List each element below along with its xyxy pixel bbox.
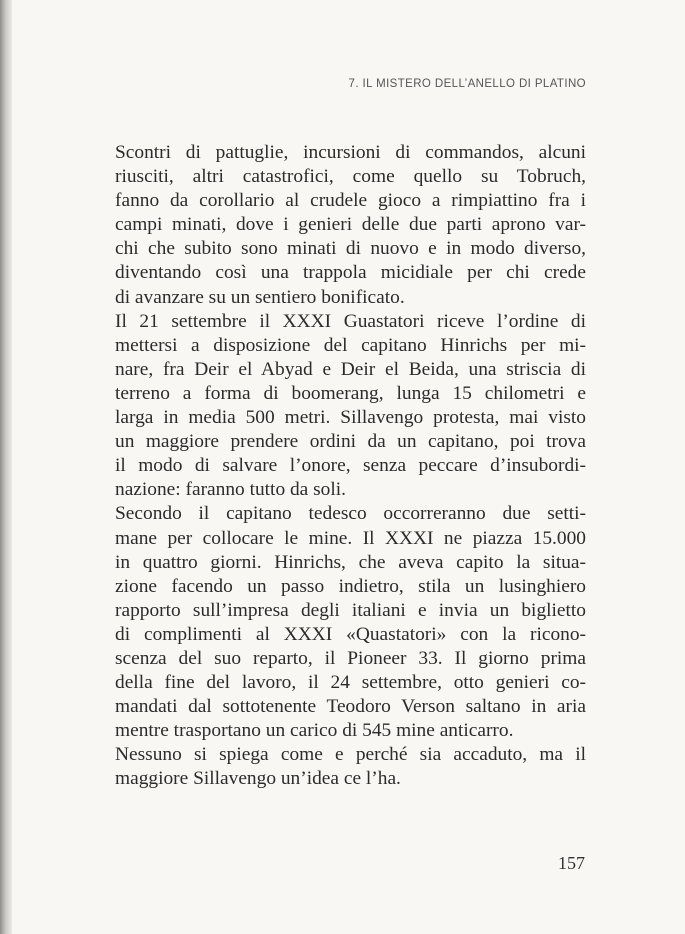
text-line: Il 21 settembre il XXXI Guastatori riceve l’ordine di: [115, 310, 586, 332]
text-line: mentre trasportano un carico di 545 mine anticarro.: [115, 720, 514, 742]
page-number: 157: [558, 853, 585, 873]
text-line: terreno a forma di boomerang, lunga 15 chilometri e: [115, 382, 586, 404]
text-line: il modo di salvare l’onore, senza peccare d’insubordi-: [115, 455, 586, 477]
text-line: mandati dal sottotenente Teodoro Verson saltano in aria: [115, 696, 586, 718]
text-line: di complimenti al XXXI «Quastatori» con la ricono-: [115, 623, 586, 645]
paragraph: [115, 743, 586, 791]
text-line: nare, fra Deir el Abyad e Deir el Beida, una striscia di: [115, 358, 586, 380]
body-text: [115, 141, 586, 792]
running-head: 7. IL MISTERO DELL’ANELLO DI PLATINO: [348, 78, 586, 90]
text-line: in quattro giorni. Hinrichs, che aveva capito la situa-: [115, 551, 586, 573]
text-line: diventando così una trappola micidiale per chi crede: [115, 262, 586, 284]
text-line: riusciti, altri catastrofici, come quello su Tobruch,: [115, 166, 586, 188]
paragraph: [115, 310, 586, 503]
text-line: fanno da corollario al crudele gioco a rimpiattino fra i: [115, 190, 586, 212]
text-line: mane per collocare le mine. Il XXXI ne piazza 15.000: [115, 527, 586, 549]
text-line: Nessuno si spiega come e perché sia accaduto, ma il: [115, 744, 586, 766]
text-line: campi minati, dove i genieri delle due parti aprono var-: [115, 214, 586, 236]
text-line: zione facendo un passo indietro, stila un lusinghiero: [115, 575, 586, 597]
text-line: scenza del suo reparto, il Pioneer 33. Il giorno prima: [115, 647, 586, 669]
paragraph: [115, 141, 586, 310]
text-line: un maggiore prendere ordini da un capitano, poi trova: [115, 431, 586, 453]
text-line: maggiore Sillavengo un’idea ce l’ha.: [115, 768, 401, 790]
text-line: Scontri di pattuglie, incursioni di commandos, alcuni: [115, 142, 586, 163]
text-line: nazione: faranno tutto da soli.: [115, 479, 347, 501]
text-line: rapporto sull’impresa degli italiani e invia un biglietto: [115, 599, 586, 621]
text-line: di avanzare su un sentiero bonificato.: [115, 286, 405, 308]
text-line: mettersi a disposizione del capitano Hinrichs per mi-: [115, 334, 586, 356]
text-line: chi che subito sono minati di nuovo e in modo diverso,: [115, 238, 586, 260]
text-line: larga in media 500 metri. Sillavengo protesta, mai visto: [115, 407, 586, 429]
text-line: Secondo il capitano tedesco occorreranno due setti-: [115, 503, 586, 525]
page-gutter-shadow: [0, 0, 12, 934]
text-line: della fine del lavoro, il 24 settembre, otto genieri co-: [115, 672, 586, 694]
paragraph: [115, 502, 586, 743]
